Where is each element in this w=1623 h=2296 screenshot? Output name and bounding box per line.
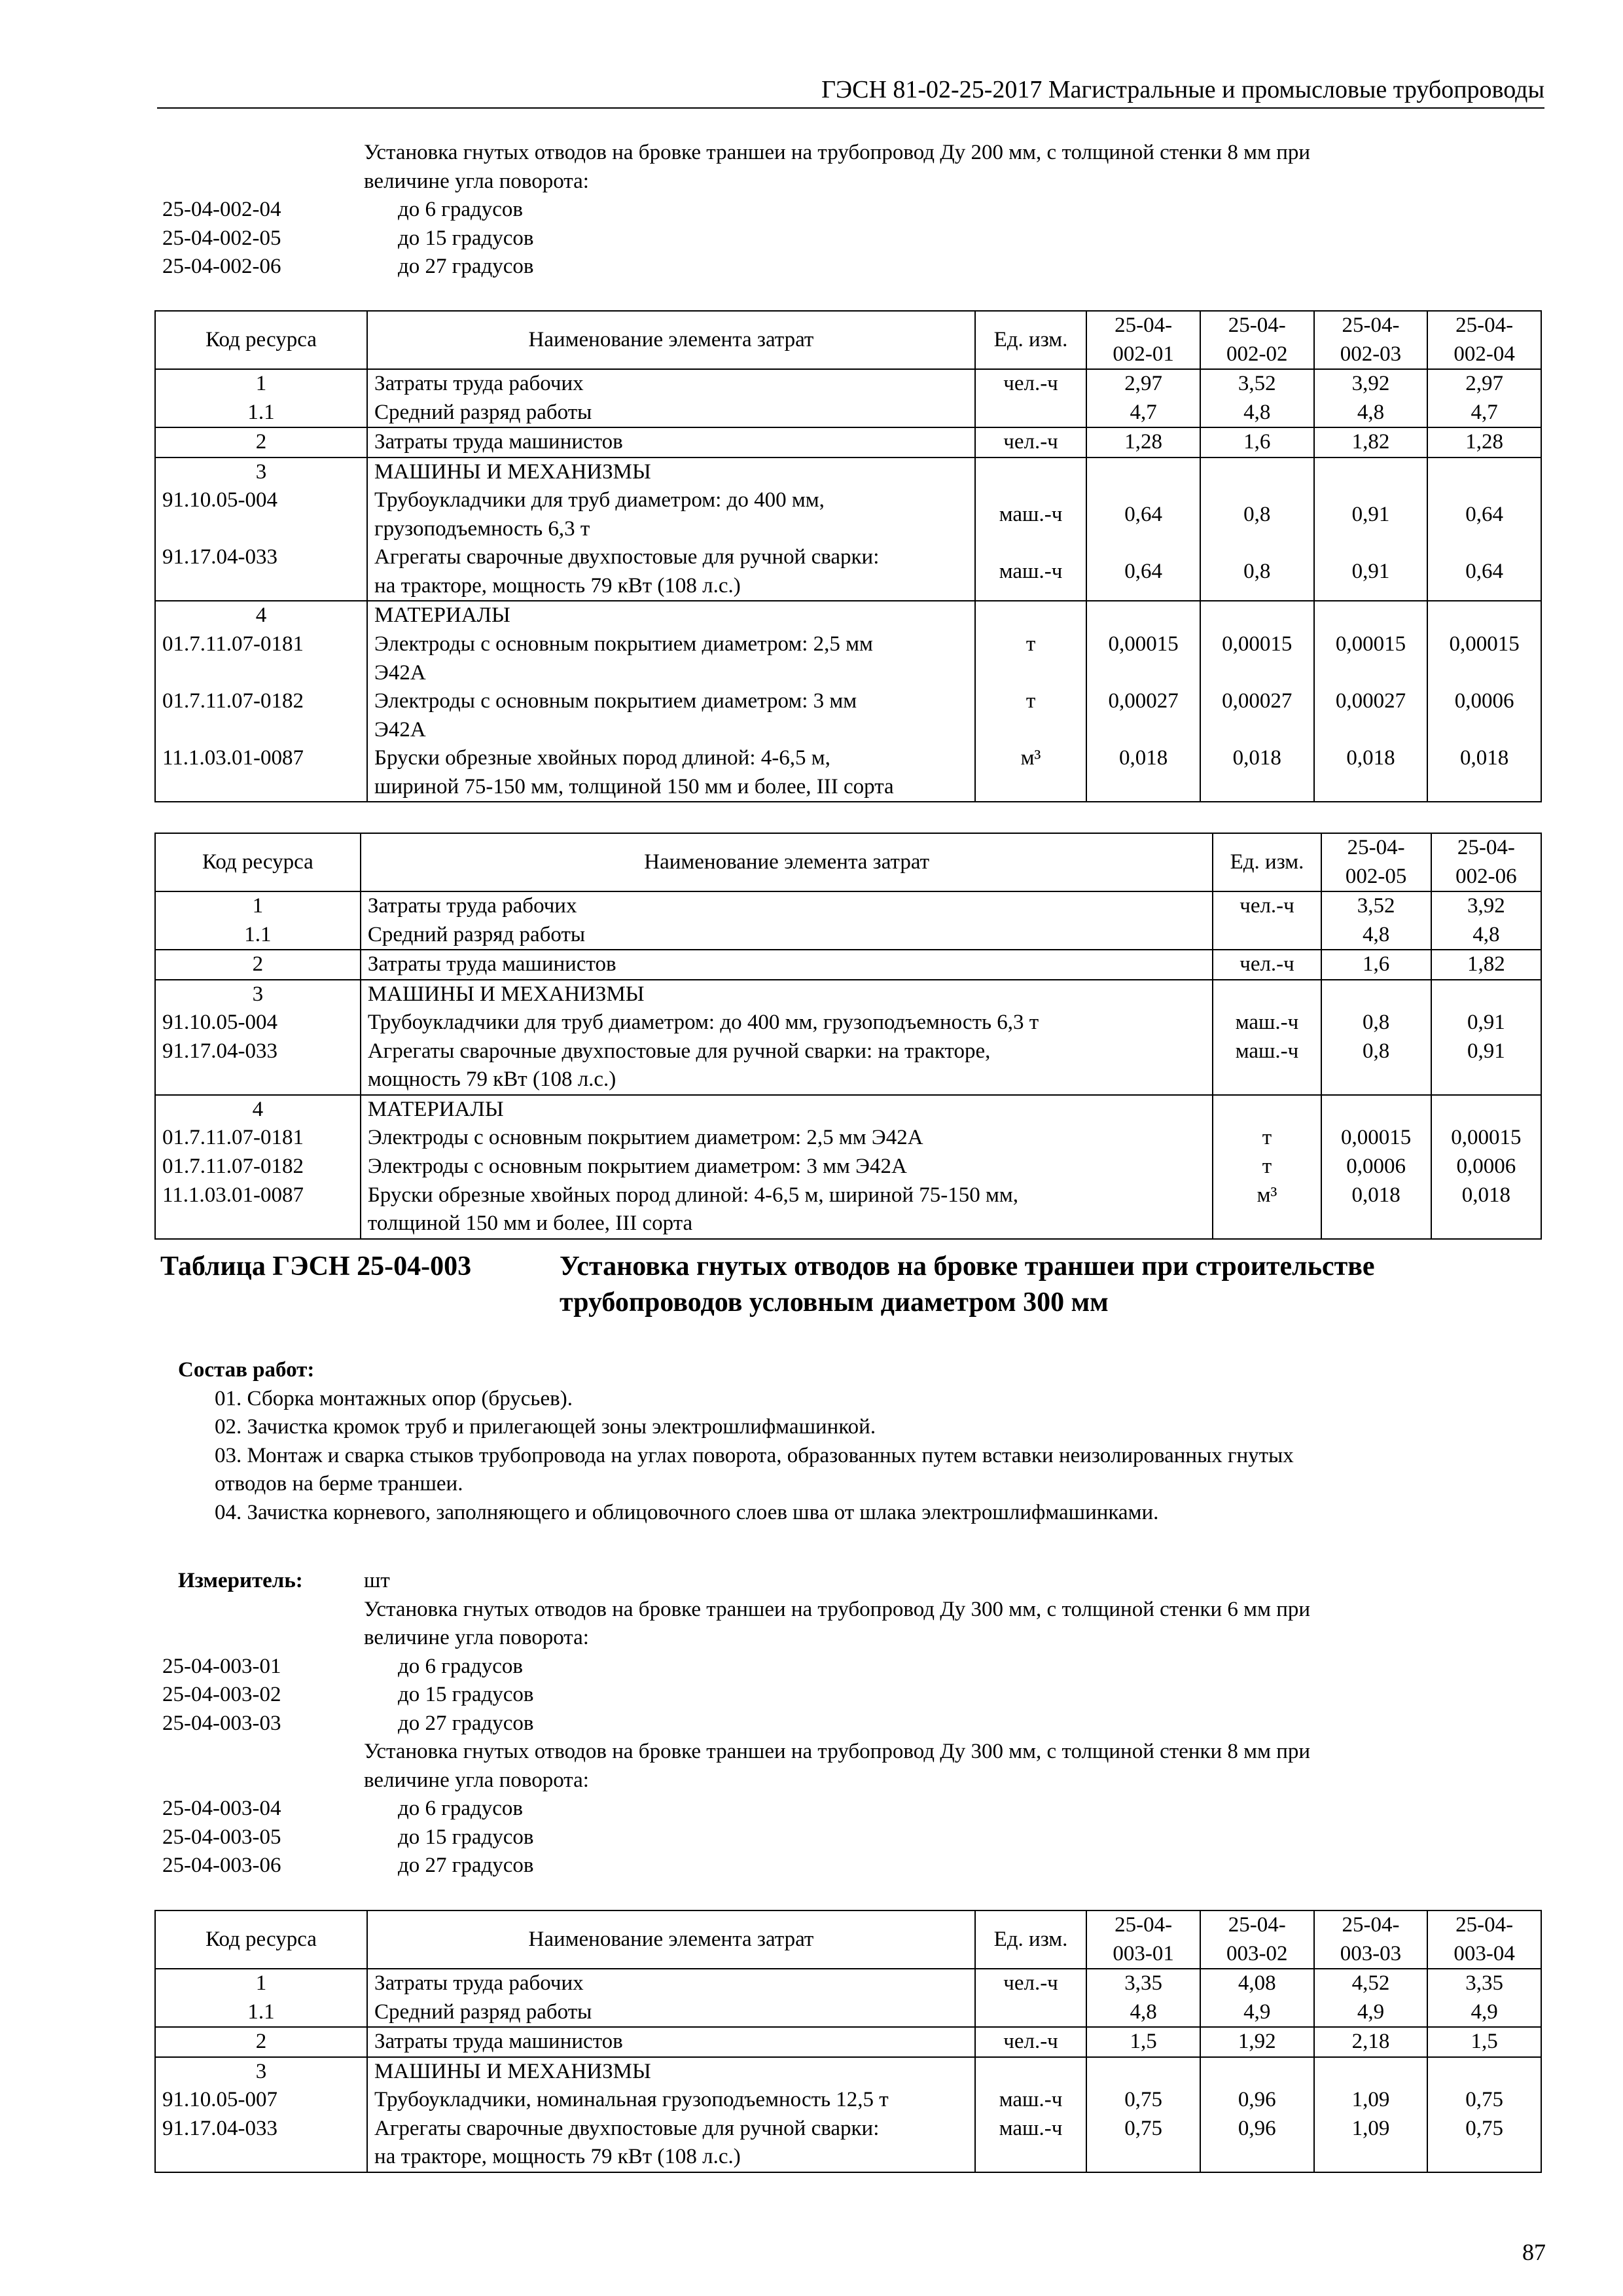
unit: маш.-ч: [975, 486, 1086, 543]
variant-text: до 27 градусов: [398, 255, 534, 279]
value-cell: 3,52: [1321, 891, 1431, 921]
resource-code: 91.10.05-007: [155, 2086, 367, 2115]
value-cell: 2,97: [1086, 369, 1200, 399]
column-header: Ед. изм.: [975, 311, 1086, 369]
work-composition: [178, 1356, 1539, 1527]
value-cell: 2,18: [1314, 2027, 1428, 2057]
work-item: 01. Сборка монтажных опор (брусьев).: [215, 1386, 573, 1410]
value-cell: 0,91: [1314, 486, 1428, 543]
value-cell: 0,0006: [1427, 687, 1541, 744]
table-row: [155, 2115, 1541, 2172]
value-cell: 0,8: [1200, 543, 1314, 601]
resource-code: 2: [155, 427, 367, 457]
meter-label: Измеритель:: [178, 1569, 303, 1592]
value-cell: [1321, 1095, 1431, 1124]
resource-code: 3: [155, 980, 361, 1009]
column-header: 25-04- 003-01: [1086, 1910, 1200, 1969]
value-cell: 0,00015: [1427, 630, 1541, 687]
unit: [975, 2057, 1086, 2087]
value-cell: 0,91: [1431, 1037, 1541, 1095]
unit: т: [1213, 1153, 1321, 1181]
column-header: Код ресурса: [155, 311, 367, 369]
value-cell: 0,018: [1431, 1181, 1541, 1239]
value-cell: 4,7: [1427, 399, 1541, 428]
unit: чел.-ч: [975, 369, 1086, 399]
value-cell: 1,82: [1314, 427, 1428, 457]
unit: [1213, 921, 1321, 950]
cost-element-name: МАТЕРИАЛЫ: [367, 601, 975, 630]
unit: [1213, 1095, 1321, 1124]
value-cell: 0,8: [1321, 1037, 1431, 1095]
column-header: 25-04- 003-03: [1314, 1910, 1428, 1969]
value-cell: 0,00015: [1431, 1124, 1541, 1153]
resource-code: 2: [155, 2027, 367, 2057]
value-cell: [1086, 2057, 1200, 2087]
table-row: [155, 891, 1541, 921]
value-cell: 4,8: [1200, 399, 1314, 428]
column-header: 25-04- 002-01: [1086, 311, 1200, 369]
variant-text: до 15 градусов: [398, 1825, 534, 1849]
column-header: Ед. изм.: [975, 1910, 1086, 1969]
resource-code: 91.10.05-004: [155, 486, 367, 543]
cost-element-name: МАТЕРИАЛЫ: [361, 1095, 1213, 1124]
meter-block: [162, 1567, 1550, 1880]
resource-code: 1: [155, 369, 367, 399]
resource-code: 1.1: [155, 399, 367, 428]
resource-code: 2: [155, 950, 361, 980]
cost-element-name: Затраты труда машинистов: [361, 950, 1213, 980]
variant-code: 25-04-003-03: [162, 1711, 281, 1735]
variant-intro: Установка гнутых отводов на бровке траншеи на трубопровод Ду 200 мм, с толщиной стенки 8 мм при величине угла поворота:: [364, 141, 1311, 193]
column-header: 25-04- 002-04: [1427, 311, 1541, 369]
table-row: [155, 2086, 1541, 2115]
top-variant-list: [162, 139, 1550, 281]
value-cell: [1431, 1095, 1541, 1124]
work-item: отводов на берме траншеи.: [215, 1472, 463, 1496]
variant-item: [162, 1823, 1550, 1852]
cost-element-name: МАШИНЫ И МЕХАНИЗМЫ: [367, 2057, 975, 2087]
table-row: [155, 1998, 1541, 2028]
table-title: Установка гнутых отводов на бровке траншеи при строительстве трубопроводов условным диаметром 300 мм: [560, 1251, 1375, 1318]
resource-table-002-b: [154, 833, 1542, 1240]
resource-code: 01.7.11.07-0181: [155, 630, 367, 687]
variant-code: 25-04-002-05: [162, 226, 281, 250]
column-header: 25-04- 002-06: [1431, 833, 1541, 891]
value-cell: 0,018: [1200, 744, 1314, 802]
value-cell: 0,0006: [1431, 1153, 1541, 1181]
value-cell: [1314, 2057, 1428, 2087]
column-header: 25-04- 002-05: [1321, 833, 1431, 891]
table-row: [155, 427, 1541, 457]
cost-element-name: Затраты труда машинистов: [367, 2027, 975, 2057]
value-cell: [1086, 601, 1200, 630]
value-cell: 4,8: [1086, 1998, 1200, 2028]
cost-element-name: МАШИНЫ И МЕХАНИЗМЫ: [367, 457, 975, 487]
value-cell: 0,018: [1321, 1181, 1431, 1239]
value-cell: 1,5: [1086, 2027, 1200, 2057]
value-cell: 0,00027: [1200, 687, 1314, 744]
unit: чел.-ч: [1213, 891, 1321, 921]
table-row: [155, 369, 1541, 399]
unit: т: [1213, 1124, 1321, 1153]
column-header: 25-04- 003-02: [1200, 1910, 1314, 1969]
column-header: Ед. изм.: [1213, 833, 1321, 891]
cost-element-name: Средний разряд работы: [367, 1998, 975, 2028]
value-cell: 4,9: [1200, 1998, 1314, 2028]
variant-item: [162, 1852, 1550, 1880]
value-cell: [1314, 601, 1428, 630]
value-cell: [1427, 457, 1541, 487]
value-cell: 0,00015: [1086, 630, 1200, 687]
resource-code: 4: [155, 1095, 361, 1124]
unit: маш.-ч: [975, 2115, 1086, 2172]
cost-element-name: МАШИНЫ И МЕХАНИЗМЫ: [361, 980, 1213, 1009]
value-cell: 0,64: [1427, 486, 1541, 543]
work-item: 04. Зачистка корневого, заполняющего и облицовочного слоев шва от шлака электрошлифмашинками.: [215, 1500, 1159, 1524]
value-cell: 0,96: [1200, 2115, 1314, 2172]
value-cell: 3,35: [1427, 1969, 1541, 1998]
value-cell: 1,09: [1314, 2115, 1428, 2172]
value-cell: [1427, 601, 1541, 630]
variant-item: [162, 196, 1550, 224]
work-item: 03. Монтаж и сварка стыков трубопровода на углах поворота, образованных путем вставки неизолированных гнутых: [215, 1443, 1294, 1467]
cost-element-name: Бруски обрезные хвойных пород длиной: 4-6,5 м, шириной 75-150 мм, толщиной 150 мм и более, III сорта: [361, 1181, 1213, 1239]
variant-item: [162, 1795, 1550, 1823]
variant-code: 25-04-003-04: [162, 1797, 281, 1821]
value-cell: 0,91: [1431, 1009, 1541, 1037]
cost-element-name: Средний разряд работы: [367, 399, 975, 428]
value-cell: 0,64: [1427, 543, 1541, 601]
table-row: [155, 601, 1541, 630]
value-cell: 4,8: [1321, 921, 1431, 950]
variant-code: 25-04-003-05: [162, 1825, 281, 1849]
variant-code: 25-04-003-06: [162, 1854, 281, 1878]
resource-code: 11.1.03.01-0087: [155, 744, 367, 802]
value-cell: 1,28: [1086, 427, 1200, 457]
unit: маш.-ч: [975, 543, 1086, 601]
table-row: [155, 486, 1541, 543]
resource-code: 4: [155, 601, 367, 630]
value-cell: 0,75: [1086, 2086, 1200, 2115]
unit: чел.-ч: [975, 427, 1086, 457]
value-cell: 0,00015: [1314, 630, 1428, 687]
cost-element-name: Бруски обрезные хвойных пород длиной: 4-6,5 м, шириной 75-150 мм, толщиной 150 мм и более, III сорта: [367, 744, 975, 802]
table-row: [155, 1124, 1541, 1153]
value-cell: 3,35: [1086, 1969, 1200, 1998]
resource-code: 91.17.04-033: [155, 1037, 361, 1095]
column-header: Код ресурса: [155, 833, 361, 891]
variant-text: до 15 градусов: [398, 226, 534, 250]
variant-text: до 15 градусов: [398, 1683, 534, 1707]
variant-code: 25-04-003-01: [162, 1654, 281, 1678]
value-cell: 0,75: [1427, 2086, 1541, 2115]
value-cell: 4,9: [1427, 1998, 1541, 2028]
variant-text: до 27 градусов: [398, 1711, 534, 1735]
value-cell: 0,75: [1086, 2115, 1200, 2172]
value-cell: 0,00015: [1200, 630, 1314, 687]
resource-code: 01.7.11.07-0181: [155, 1124, 361, 1153]
value-cell: 0,018: [1086, 744, 1200, 802]
value-cell: [1314, 457, 1428, 487]
value-cell: 0,96: [1200, 2086, 1314, 2115]
value-cell: 0,00027: [1314, 687, 1428, 744]
unit: [975, 399, 1086, 428]
value-cell: [1200, 601, 1314, 630]
table-row: [155, 687, 1541, 744]
group2-intro: Установка гнутых отводов на бровке траншеи на трубопровод Ду 300 мм, с толщиной стенки 8 мм при величине угла поворота:: [364, 1740, 1311, 1792]
column-header: Наименование элемента затрат: [361, 833, 1213, 891]
unit: маш.-ч: [1213, 1009, 1321, 1037]
unit: м³: [1213, 1181, 1321, 1239]
column-header: Код ресурса: [155, 1910, 367, 1969]
value-cell: [1431, 980, 1541, 1009]
table-row: [155, 543, 1541, 601]
value-cell: 0,018: [1427, 744, 1541, 802]
cost-element-name: Электроды с основным покрытием диаметром: 3 мм Э42А: [361, 1153, 1213, 1181]
cost-element-name: Агрегаты сварочные двухпостовые для ручной сварки: на тракторе, мощность 79 кВт (108 л.с.): [367, 2115, 975, 2172]
table-row: [155, 1037, 1541, 1095]
table-row: [155, 1009, 1541, 1037]
value-cell: 4,8: [1314, 399, 1428, 428]
resource-code: 91.17.04-033: [155, 543, 367, 601]
table-row: [155, 2027, 1541, 2057]
page-number: 87: [1522, 2239, 1546, 2265]
value-cell: 4,08: [1200, 1969, 1314, 1998]
value-cell: [1200, 457, 1314, 487]
cost-element-name: Агрегаты сварочные двухпостовые для ручной сварки: на тракторе, мощность 79 кВт (108 л.с.): [367, 543, 975, 601]
column-header: 25-04- 003-04: [1427, 1910, 1541, 1969]
running-header: ГЭСН 81-02-25-2017 Магистральные и промысловые трубопроводы: [157, 73, 1544, 109]
value-cell: 0,8: [1321, 1009, 1431, 1037]
variant-text: до 6 градусов: [398, 1654, 523, 1678]
cost-element-name: Трубоукладчики, номинальная грузоподъемность 12,5 т: [367, 2086, 975, 2115]
work-item: 02. Зачистка кромок труб и прилегающей зоны электрошлифмашинкой.: [215, 1415, 876, 1439]
cost-element-name: Трубоукладчики для труб диаметром: до 400 мм, грузоподъемность 6,3 т: [367, 486, 975, 543]
variant-item: [162, 1681, 1550, 1710]
resource-code: 1.1: [155, 1998, 367, 2028]
table-row: [155, 457, 1541, 487]
resource-code: 3: [155, 2057, 367, 2087]
variant-text: до 6 градусов: [398, 1797, 523, 1821]
value-cell: 3,52: [1200, 369, 1314, 399]
variant-item: [162, 253, 1550, 281]
meter-value: шт: [364, 1569, 390, 1592]
value-cell: 1,6: [1321, 950, 1431, 980]
cost-element-name: Затраты труда рабочих: [367, 1969, 975, 1998]
value-cell: 0,8: [1200, 486, 1314, 543]
resource-code: 11.1.03.01-0087: [155, 1181, 361, 1239]
cost-element-name: Электроды с основным покрытием диаметром: 2,5 мм Э42А: [361, 1124, 1213, 1153]
value-cell: 3,92: [1431, 891, 1541, 921]
resource-code: 1: [155, 1969, 367, 1998]
unit: маш.-ч: [1213, 1037, 1321, 1095]
cost-element-name: Затраты труда машинистов: [367, 427, 975, 457]
unit: чел.-ч: [1213, 950, 1321, 980]
value-cell: 1,82: [1431, 950, 1541, 980]
cost-element-name: Средний разряд работы: [361, 921, 1213, 950]
value-cell: 2,97: [1427, 369, 1541, 399]
resource-code: 3: [155, 457, 367, 487]
column-header: Наименование элемента затрат: [367, 1910, 975, 1969]
value-cell: [1427, 2057, 1541, 2087]
unit: чел.-ч: [975, 1969, 1086, 1998]
unit: [975, 1998, 1086, 2028]
unit: т: [975, 687, 1086, 744]
value-cell: 0,00027: [1086, 687, 1200, 744]
value-cell: 4,7: [1086, 399, 1200, 428]
value-cell: 1,6: [1200, 427, 1314, 457]
variant-item: [162, 1653, 1550, 1681]
unit: [1213, 980, 1321, 1009]
column-header: 25-04- 002-02: [1200, 311, 1314, 369]
value-cell: 0,91: [1314, 543, 1428, 601]
table-row: [155, 921, 1541, 950]
column-header: Наименование элемента затрат: [367, 311, 975, 369]
resource-code: 91.10.05-004: [155, 1009, 361, 1037]
value-cell: 3,92: [1314, 369, 1428, 399]
value-cell: 0,64: [1086, 486, 1200, 543]
unit: м³: [975, 744, 1086, 802]
resource-table-003: [154, 1910, 1542, 2173]
value-cell: 1,5: [1427, 2027, 1541, 2057]
column-header: 25-04- 002-03: [1314, 311, 1428, 369]
value-cell: 0,00015: [1321, 1124, 1431, 1153]
unit: [975, 601, 1086, 630]
variant-text: до 6 градусов: [398, 198, 523, 222]
cost-element-name: Электроды с основным покрытием диаметром: 2,5 мм Э42А: [367, 630, 975, 687]
section-title: [160, 1249, 1535, 1320]
table-row: [155, 980, 1541, 1009]
table-row: [155, 630, 1541, 687]
value-cell: 1,28: [1427, 427, 1541, 457]
value-cell: 1,09: [1314, 2086, 1428, 2115]
value-cell: 0,64: [1086, 543, 1200, 601]
table-row: [155, 1181, 1541, 1239]
unit: маш.-ч: [975, 2086, 1086, 2115]
value-cell: 4,9: [1314, 1998, 1428, 2028]
variant-item: [162, 1710, 1550, 1738]
resource-code: 91.17.04-033: [155, 2115, 367, 2172]
variant-code: 25-04-002-06: [162, 255, 281, 279]
table-row: [155, 1153, 1541, 1181]
table-label: Таблица ГЭСН 25-04-003: [160, 1251, 472, 1282]
table-row: [155, 399, 1541, 428]
variant-code: 25-04-002-04: [162, 198, 281, 222]
resource-code: 1: [155, 891, 361, 921]
cost-element-name: Агрегаты сварочные двухпостовые для ручной сварки: на тракторе, мощность 79 кВт (108 л.с.): [361, 1037, 1213, 1095]
works-title: Состав работ:: [178, 1358, 315, 1382]
value-cell: 4,52: [1314, 1969, 1428, 1998]
resource-code: 1.1: [155, 921, 361, 950]
variant-item: [162, 224, 1550, 253]
table-row: [155, 950, 1541, 980]
unit: чел.-ч: [975, 2027, 1086, 2057]
resource-code: 01.7.11.07-0182: [155, 687, 367, 744]
value-cell: 4,8: [1431, 921, 1541, 950]
value-cell: [1321, 980, 1431, 1009]
cost-element-name: Электроды с основным покрытием диаметром: 3 мм Э42А: [367, 687, 975, 744]
value-cell: [1200, 2057, 1314, 2087]
unit: т: [975, 630, 1086, 687]
table-row: [155, 1969, 1541, 1998]
table-row: [155, 1095, 1541, 1124]
value-cell: 0,018: [1314, 744, 1428, 802]
value-cell: 1,92: [1200, 2027, 1314, 2057]
variant-text: до 27 градусов: [398, 1854, 534, 1878]
variant-code: 25-04-003-02: [162, 1683, 281, 1707]
table-row: [155, 2057, 1541, 2087]
unit: [975, 457, 1086, 487]
resource-code: 01.7.11.07-0182: [155, 1153, 361, 1181]
value-cell: 0,0006: [1321, 1153, 1431, 1181]
group1-intro: Установка гнутых отводов на бровке траншеи на трубопровод Ду 300 мм, с толщиной стенки 6 мм при величине угла поворота:: [364, 1597, 1311, 1650]
cost-element-name: Трубоукладчики для труб диаметром: до 400 мм, грузоподъемность 6,3 т: [361, 1009, 1213, 1037]
cost-element-name: Затраты труда рабочих: [367, 369, 975, 399]
cost-element-name: Затраты труда рабочих: [361, 891, 1213, 921]
table-row: [155, 744, 1541, 802]
value-cell: 0,75: [1427, 2115, 1541, 2172]
resource-table-002-a: [154, 310, 1542, 802]
value-cell: [1086, 457, 1200, 487]
